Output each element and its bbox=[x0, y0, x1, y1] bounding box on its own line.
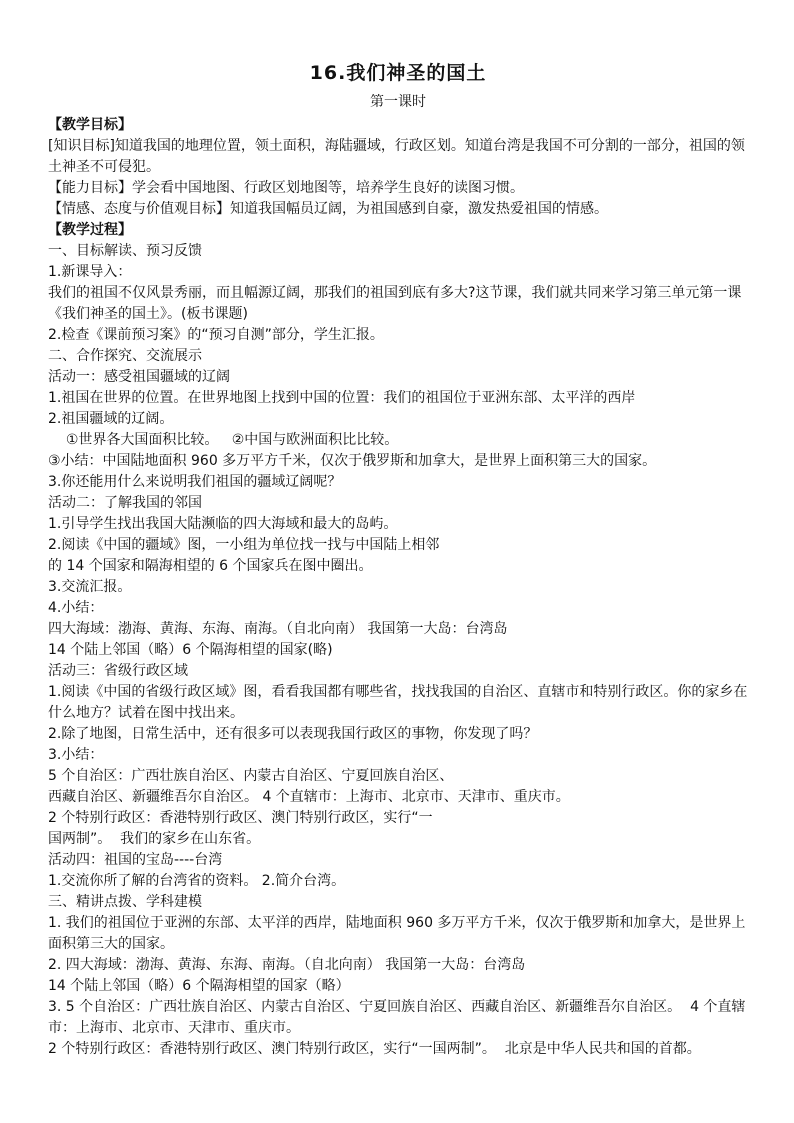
paragraph: 1.交流你所了解的台湾省的资料。 2.简介台湾。 bbox=[48, 873, 346, 889]
section-heading: 二、合作探究、交流展示 bbox=[48, 348, 202, 364]
paragraph: 国两制”。 我们的家乡在山东省。 bbox=[48, 831, 261, 847]
document-body bbox=[48, 115, 748, 1060]
paragraph: 我们的祖国不仅风景秀丽，而且幅源辽阔，那我们的祖国到底有多大?这节课，我们就共同来学习第三单元第一课《我们神圣的国土》。(板书课题) bbox=[48, 285, 742, 322]
paragraph: 5 个自治区：广西壮族自治区、内蒙古自治区、宁夏回族自治区、 bbox=[48, 768, 454, 784]
paragraph: 1. 我们的祖国位于亚洲的东部、太平洋的西岸，陆地面积 960 多万平方千米，仅次于俄罗斯和加拿大，是世界上面积第三大的国家。 bbox=[48, 915, 746, 952]
lesson-period: 第一课时 bbox=[370, 94, 426, 110]
section-heading: 三、精讲点拨、学科建模 bbox=[48, 894, 202, 910]
paragraph: ①世界各大国面积比较。 ②中国与欧洲面积比比较。 bbox=[48, 432, 399, 448]
section-heading: 一、目标解读、预习反馈 bbox=[48, 243, 202, 259]
paragraph: 1.祖国在世界的位置。在世界地图上找到中国的位置：我们的祖国位于亚洲东部、太平洋的西岸 bbox=[48, 390, 636, 406]
activity-heading: 活动四：祖国的宝岛----台湾 bbox=[48, 852, 223, 868]
activity-heading: 活动二：了解我国的邻国 bbox=[48, 495, 202, 511]
section-heading: 【教学过程】 bbox=[48, 222, 132, 238]
paragraph: 的 14 个国家和隔海相望的 6 个国家兵在图中圈出。 bbox=[48, 558, 373, 574]
paragraph: ③小结：中国陆地面积 960 多万平方千米，仅次于俄罗斯和加拿大，是世界上面积第三大的国家。 bbox=[48, 453, 657, 469]
paragraph: 【情感、态度与价值观目标】知道我国幅员辽阔，为祖国感到自豪，激发热爱祖国的情感。 bbox=[48, 201, 608, 217]
section-heading: 【教学目标】 bbox=[48, 117, 132, 133]
document-title: 16.我们神圣的国土 bbox=[309, 62, 487, 84]
paragraph: 1.新课导入： bbox=[48, 264, 132, 280]
paragraph: 3.交流汇报。 bbox=[48, 579, 132, 595]
paragraph: 3.小结： bbox=[48, 747, 104, 763]
paragraph: 2.祖国疆域的辽阔。 bbox=[48, 411, 174, 427]
paragraph: 1.阅读《中国的省级行政区域》图，看看我国都有哪些省，找找我国的自治区、直辖市和特别行政区。你的家乡在什么地方？试着在图中找出来。 bbox=[48, 684, 748, 721]
activity-heading: 活动一：感受祖国疆域的辽阔 bbox=[48, 369, 230, 385]
paragraph: 西藏自治区、新疆维吾尔自治区。 4 个直辖市：上海市、北京市、天津市、重庆市。 bbox=[48, 789, 570, 805]
paragraph: 2.除了地图，日常生活中，还有很多可以表现我国行政区的事物，你发现了吗？ bbox=[48, 726, 538, 742]
paragraph: 2.阅读《中国的疆域》图，一小组为单位找一找与中国陆上相邻 bbox=[48, 537, 440, 553]
paragraph: 四大海域：渤海、黄海、东海、南海。（自北向南） 我国第一大岛：台湾岛 bbox=[48, 621, 508, 637]
paragraph: [知识目标]知道我国的地理位置，领土面积，海陆疆域，行政区划。知道台湾是我国不可分割的一部分，祖国的领土神圣不可侵犯。 bbox=[48, 138, 745, 175]
paragraph: 1.引导学生找出我国大陆濒临的四大海域和最大的岛屿。 bbox=[48, 516, 398, 532]
activity-heading: 活动三：省级行政区域 bbox=[48, 663, 188, 679]
paragraph: 14 个陆上邻国（略）6 个隔海相望的国家(略) bbox=[48, 642, 333, 658]
paragraph: 3.你还能用什么来说明我们祖国的疆域辽阔呢？ bbox=[48, 474, 342, 490]
paragraph: 2 个特别行政区：香港特别行政区、澳门特别行政区，实行“一国两制”。 北京是中华人民共和国的首都。 bbox=[48, 1041, 701, 1057]
document-page bbox=[48, 58, 748, 1060]
paragraph: 2 个特别行政区：香港特别行政区、澳门特别行政区，实行“一 bbox=[48, 810, 433, 826]
paragraph: 14 个陆上邻国（略）6 个隔海相望的国家（略） bbox=[48, 978, 350, 994]
paragraph: 3. 5 个自治区：广西壮族自治区、内蒙古自治区、宁夏回族自治区、西藏自治区、新疆维吾尔自治区。 4 个直辖市：上海市、北京市、天津市、重庆市。 bbox=[48, 999, 746, 1036]
paragraph: 2. 四大海域：渤海、黄海、东海、南海。（自北向南） 我国第一大岛：台湾岛 bbox=[48, 957, 526, 973]
paragraph: 2.检查《课前预习案》的“预习自测”部分，学生汇报。 bbox=[48, 327, 384, 343]
paragraph: 【能力目标】学会看中国地图、行政区划地图等，培养学生良好的读图习惯。 bbox=[48, 180, 524, 196]
paragraph: 4.小结： bbox=[48, 600, 104, 616]
